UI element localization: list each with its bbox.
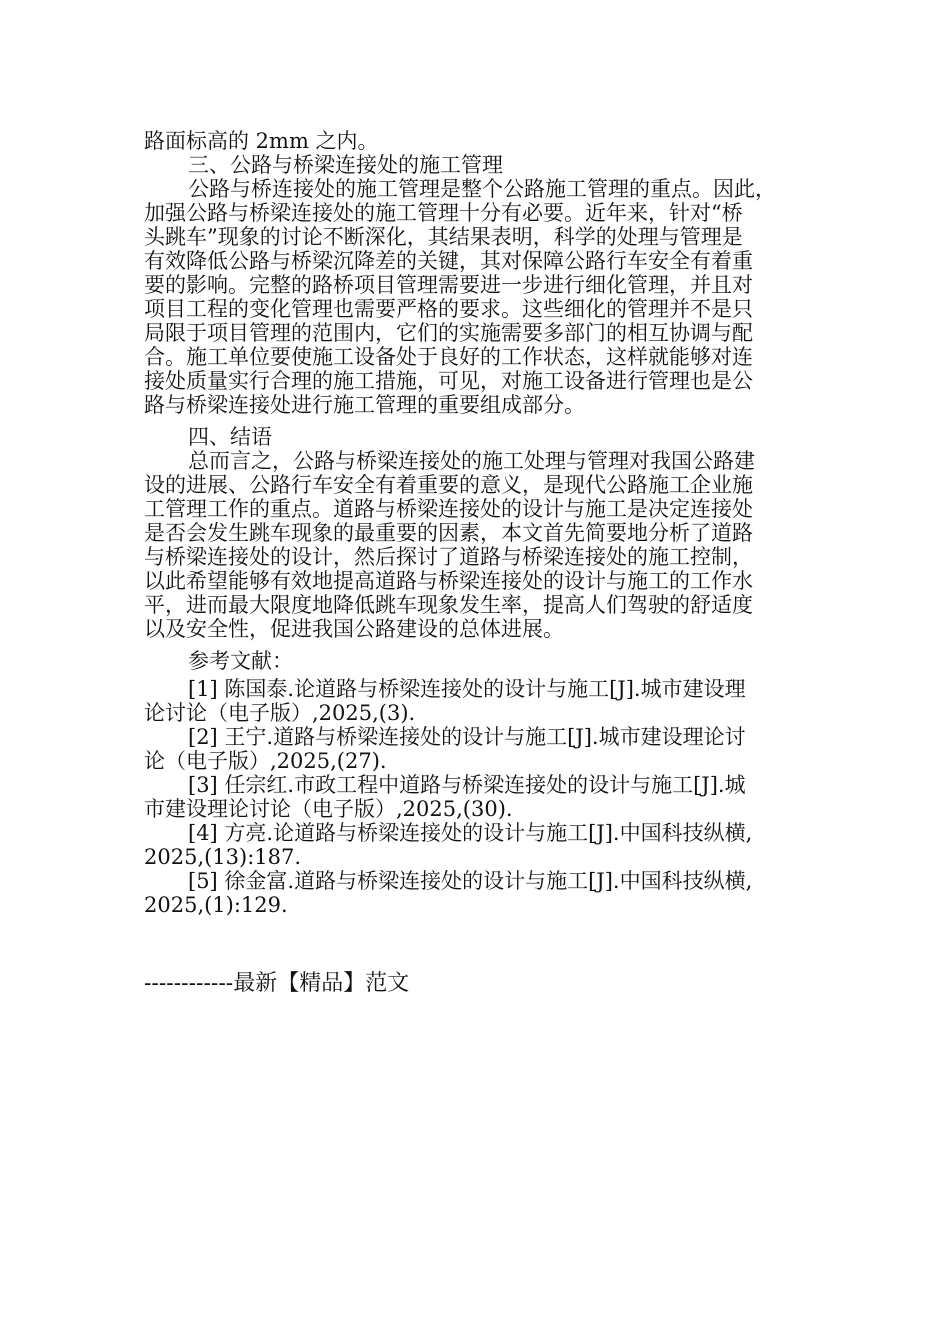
reference-item: [4] 方亮.论道路与桥梁连接处的设计与施工[J].中国科技纵横, — [188, 821, 753, 845]
section-heading-4: 四、结语 — [188, 425, 272, 449]
reference-item: [1] 陈国泰.论道路与桥梁连接处的设计与施工[J].城市建设理 — [188, 677, 746, 701]
text-line: 头跳车”现象的讨论不断深化，其结果表明，科学的处理与管理是 — [144, 225, 743, 249]
text-line: 公路与桥连接处的施工管理是整个公路施工管理的重点。因此， — [188, 177, 776, 201]
text-line: 路面标高的 2mm 之内。 — [144, 129, 379, 153]
text-line: 加强公路与桥梁连接处的施工管理十分有必要。近年来，针对“桥 — [144, 201, 743, 225]
reference-item-cont: 市建设理论讨论（电子版）,2025,(30). — [144, 797, 513, 821]
reference-item-cont: 论（电子版）,2025,(27). — [144, 749, 387, 773]
text-line: 合。施工单位要使施工设备处于良好的工作状态，这样就能够对连 — [144, 345, 753, 369]
reference-item: [3] 任宗红.市政工程中道路与桥梁连接处的设计与施工[J].城 — [188, 773, 746, 797]
text-line: 局限于项目管理的范围内，它们的实施需要多部门的相互协调与配 — [144, 321, 753, 345]
text-line: 有效降低公路与桥梁沉降差的关键，其对保障公路行车安全有着重 — [144, 249, 753, 273]
reference-item-cont: 论讨论（电子版）,2025,(3). — [144, 701, 416, 725]
text-line: 接处质量实行合理的施工措施，可见，对施工设备进行管理也是公 — [144, 369, 753, 393]
reference-item: [5] 徐金富.道路与桥梁连接处的设计与施工[J].中国科技纵横, — [188, 869, 753, 893]
text-line: 总而言之，公路与桥梁连接处的施工处理与管理对我国公路建 — [188, 449, 755, 473]
text-line: 与桥梁连接处的设计，然后探讨了道路与桥梁连接处的施工控制， — [144, 545, 753, 569]
reference-item: [2] 王宁.道路与桥梁连接处的设计与施工[J].城市建设理论讨 — [188, 725, 746, 749]
text-line: 路与桥梁连接处进行施工管理的重要组成部分。 — [144, 393, 585, 417]
reference-item-cont: 2025,(13):187. — [144, 845, 302, 869]
text-line: 以此希望能够有效地提高道路与桥梁连接处的设计与施工的工作水 — [144, 569, 753, 593]
references-heading: 参考文献： — [188, 649, 293, 673]
reference-item-cont: 2025,(1):129. — [144, 893, 288, 917]
text-line: 以及安全性，促进我国公路建设的总体进展。 — [144, 617, 564, 641]
text-line: 项目工程的变化管理也需要严格的要求。这些细化的管理并不是只 — [144, 297, 753, 321]
section-heading-3: 三、公路与桥梁连接处的施工管理 — [188, 153, 503, 177]
footer-text: ------------最新【精品】范文 — [144, 971, 410, 996]
text-line: 要的影响。完整的路桥项目管理需要进一步进行细化管理，并且对 — [144, 273, 753, 297]
text-line: 是否会发生跳车现象的最重要的因素，本文首先简要地分析了道路 — [144, 521, 753, 545]
text-line: 工管理工作的重点。道路与桥梁连接处的设计与施工是决定连接处 — [144, 497, 753, 521]
text-line: 设的进展、公路行车安全有着重要的意义，是现代公路施工企业施 — [144, 473, 753, 497]
text-line: 平，进而最大限度地降低跳车现象发生率，提高人们驾驶的舒适度 — [144, 593, 753, 617]
